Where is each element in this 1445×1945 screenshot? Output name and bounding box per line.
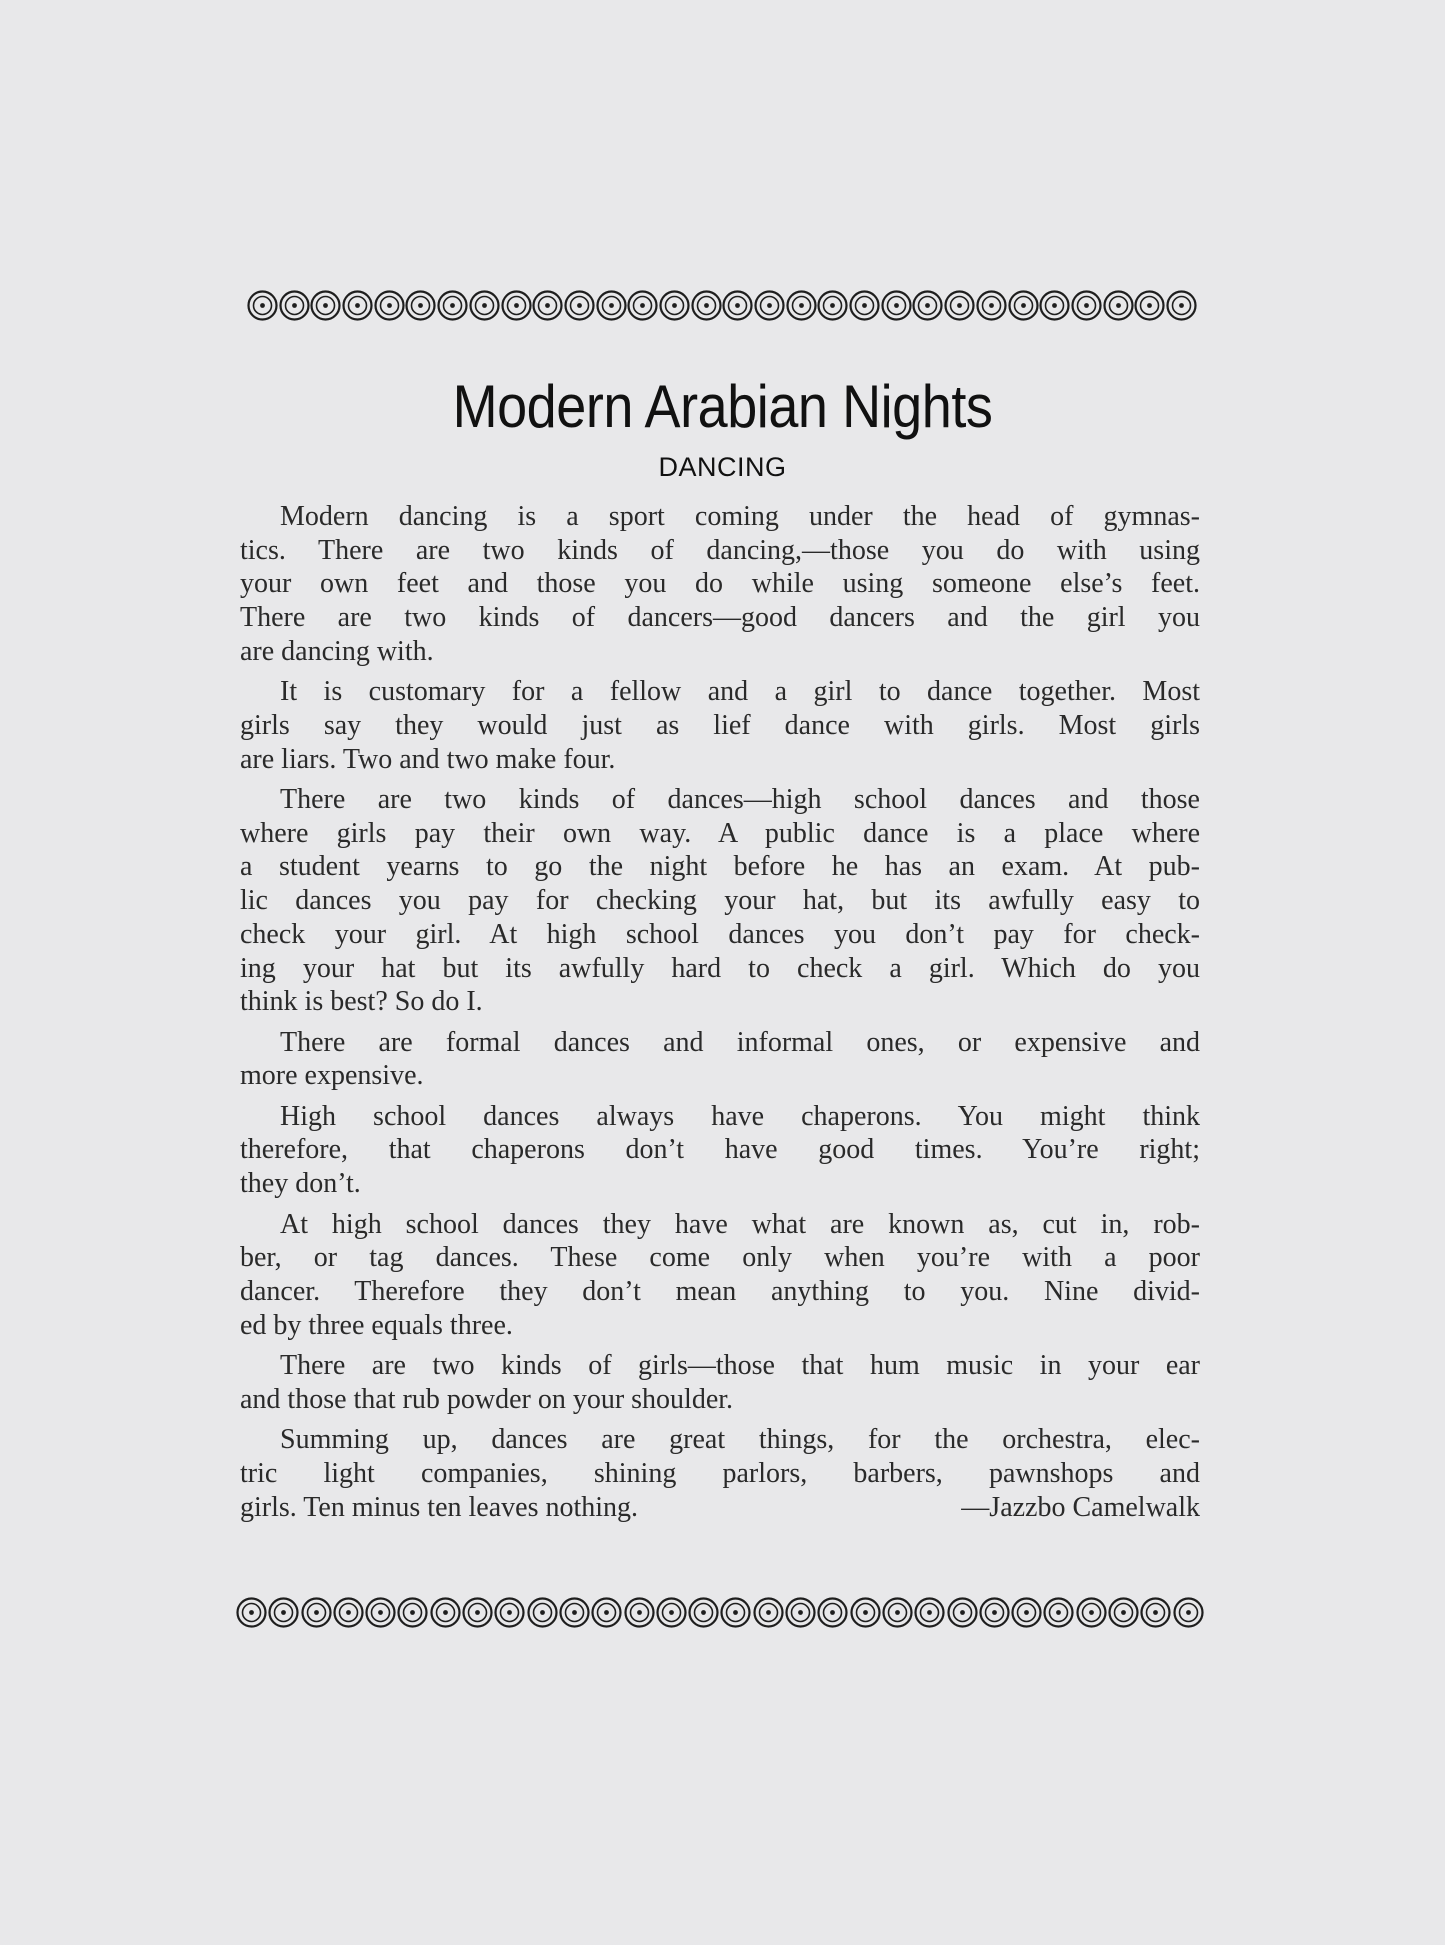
- concentric-circle-ornament-icon: [236, 1597, 267, 1628]
- concentric-circle-ornament-icon: [627, 290, 658, 321]
- text-line: There are two kinds of dances—high school dances and those: [280, 784, 1200, 815]
- concentric-circle-ornament-icon: [624, 1597, 655, 1628]
- concentric-circle-ornament-icon: [1008, 290, 1039, 321]
- paragraph: [240, 675, 1200, 776]
- concentric-circle-ornament-icon: [527, 1597, 558, 1628]
- concentric-circle-ornament-icon: [247, 290, 278, 321]
- concentric-circle-ornament-icon: [462, 1597, 493, 1628]
- concentric-circle-ornament-icon: [430, 1597, 461, 1628]
- text-line: are dancing with.: [240, 635, 434, 667]
- concentric-circle-ornament-icon: [279, 290, 310, 321]
- concentric-circle-ornament-icon: [591, 1597, 622, 1628]
- concentric-circle-ornament-icon: [564, 290, 595, 321]
- text-line: High school dances always have chaperons. You might think: [280, 1100, 1200, 1132]
- concentric-circle-ornament-icon: [501, 290, 532, 321]
- concentric-circle-ornament-icon: [656, 1597, 687, 1628]
- text-line: ed by three equals three.: [240, 1309, 513, 1341]
- concentric-circle-ornament-icon: [559, 1597, 590, 1628]
- concentric-circle-ornament-icon: [1039, 290, 1070, 321]
- paragraph: [240, 500, 1200, 669]
- text-line: Summing up, dances are great things, for the orchestra, elec-: [280, 1424, 1200, 1456]
- concentric-circle-ornament-icon: [754, 290, 785, 321]
- text-line: therefore, that chaperons don’t have good times. You’re right;: [240, 1134, 1200, 1166]
- text-line: think is best? So do I.: [240, 986, 483, 1018]
- concentric-circle-ornament-icon: [691, 290, 722, 321]
- concentric-circle-ornament-icon: [979, 1597, 1010, 1628]
- closing-line: [240, 1491, 1200, 1525]
- text-line: There are two kinds of dancers—good dancers and the girl you: [240, 602, 1200, 634]
- concentric-circle-ornament-icon: [365, 1597, 396, 1628]
- concentric-circle-ornament-icon: [342, 290, 373, 321]
- concentric-circle-ornament-icon: [1166, 290, 1197, 321]
- concentric-circle-ornament-icon: [912, 290, 943, 321]
- paragraph: [240, 1026, 1200, 1093]
- paragraph: [240, 783, 1200, 1019]
- concentric-circle-ornament-icon: [850, 1597, 881, 1628]
- text-line: they don’t.: [240, 1168, 361, 1200]
- text-line: dancer. Therefore they don’t mean anything to you. Nine divid-: [240, 1275, 1200, 1307]
- text-line: ing your hat but its awfully hard to check a girl. Which do you: [240, 952, 1200, 984]
- concentric-circle-ornament-icon: [1076, 1597, 1107, 1628]
- text-line: There are formal dances and informal ones, or expensive and: [280, 1026, 1200, 1058]
- paragraph: [240, 1423, 1200, 1524]
- concentric-circle-ornament-icon: [397, 1597, 428, 1628]
- concentric-circle-ornament-icon: [817, 290, 848, 321]
- concentric-circle-ornament-icon: [1043, 1597, 1074, 1628]
- concentric-circle-ornament-icon: [1071, 290, 1102, 321]
- concentric-circle-ornament-icon: [786, 290, 817, 321]
- concentric-circle-ornament-icon: [817, 1597, 848, 1628]
- article-body: [240, 500, 1200, 1531]
- text-line: your own feet and those you do while using someone else’s feet.: [240, 568, 1200, 600]
- concentric-circle-ornament-icon: [849, 290, 880, 321]
- author-signature: —Jazzbo Camelwalk: [961, 1491, 1200, 1523]
- concentric-circle-ornament-icon: [720, 1597, 751, 1628]
- paragraph: [240, 1100, 1200, 1201]
- text-line: where girls pay their own way. A public dance is a place where: [240, 817, 1200, 849]
- ornamental-border-top: [247, 288, 1197, 322]
- concentric-circle-ornament-icon: [1140, 1597, 1171, 1628]
- concentric-circle-ornament-icon: [659, 290, 690, 321]
- concentric-circle-ornament-icon: [268, 1597, 299, 1628]
- concentric-circle-ornament-icon: [785, 1597, 816, 1628]
- concentric-circle-ornament-icon: [310, 290, 341, 321]
- paragraph: [240, 1349, 1200, 1416]
- text-line: tics. There are two kinds of dancing,—those you do with using: [240, 534, 1200, 566]
- ornamental-border-bottom: [236, 1595, 1204, 1629]
- concentric-circle-ornament-icon: [333, 1597, 364, 1628]
- concentric-circle-ornament-icon: [596, 290, 627, 321]
- concentric-circle-ornament-icon: [882, 1597, 913, 1628]
- text-line: lic dances you pay for checking your hat, but its awfully easy to: [240, 885, 1200, 917]
- concentric-circle-ornament-icon: [532, 290, 563, 321]
- concentric-circle-ornament-icon: [469, 290, 500, 321]
- concentric-circle-ornament-icon: [976, 290, 1007, 321]
- concentric-circle-ornament-icon: [1103, 290, 1134, 321]
- text-line: Modern dancing is a sport coming under the head of gymnas-: [280, 501, 1200, 532]
- text-line: ber, or tag dances. These come only when you’re with a poor: [240, 1242, 1200, 1274]
- text-line: It is customary for a fellow and a girl to dance together. Most: [280, 676, 1200, 708]
- concentric-circle-ornament-icon: [944, 290, 975, 321]
- text-line: There are two kinds of girls—those that hum music in your ear: [280, 1350, 1200, 1381]
- text-line: tric light companies, shining parlors, barbers, pawnshops and: [240, 1457, 1200, 1489]
- concentric-circle-ornament-icon: [374, 290, 405, 321]
- text-line: girls say they would just as lief dance with girls. Most girls: [240, 709, 1200, 741]
- concentric-circle-ornament-icon: [914, 1597, 945, 1628]
- text-line: are liars. Two and two make four.: [240, 743, 616, 775]
- concentric-circle-ornament-icon: [1134, 290, 1165, 321]
- text-line: more expensive.: [240, 1060, 424, 1092]
- concentric-circle-ornament-icon: [437, 290, 468, 321]
- text-line: and those that rub powder on your shoulder.: [240, 1383, 734, 1415]
- concentric-circle-ornament-icon: [405, 290, 436, 321]
- concentric-circle-ornament-icon: [1011, 1597, 1042, 1628]
- page-subtitle: DANCING: [658, 452, 787, 482]
- text-line: check your girl. At high school dances you don’t pay for check-: [240, 918, 1200, 950]
- concentric-circle-ornament-icon: [947, 1597, 978, 1628]
- text-line: At high school dances they have what are known as, cut in, rob-: [280, 1208, 1200, 1240]
- concentric-circle-ornament-icon: [301, 1597, 332, 1628]
- concentric-circle-ornament-icon: [494, 1597, 525, 1628]
- page-title: Modern Arabian Nights: [452, 373, 993, 440]
- paragraph: [240, 1208, 1200, 1343]
- concentric-circle-ornament-icon: [881, 290, 912, 321]
- concentric-circle-ornament-icon: [753, 1597, 784, 1628]
- text-line: a student yearns to go the night before he has an exam. At pub-: [240, 851, 1200, 883]
- text-line: girls. Ten minus ten leaves nothing.: [240, 1491, 639, 1523]
- concentric-circle-ornament-icon: [722, 290, 753, 321]
- concentric-circle-ornament-icon: [1173, 1597, 1204, 1628]
- concentric-circle-ornament-icon: [688, 1597, 719, 1628]
- concentric-circle-ornament-icon: [1108, 1597, 1139, 1628]
